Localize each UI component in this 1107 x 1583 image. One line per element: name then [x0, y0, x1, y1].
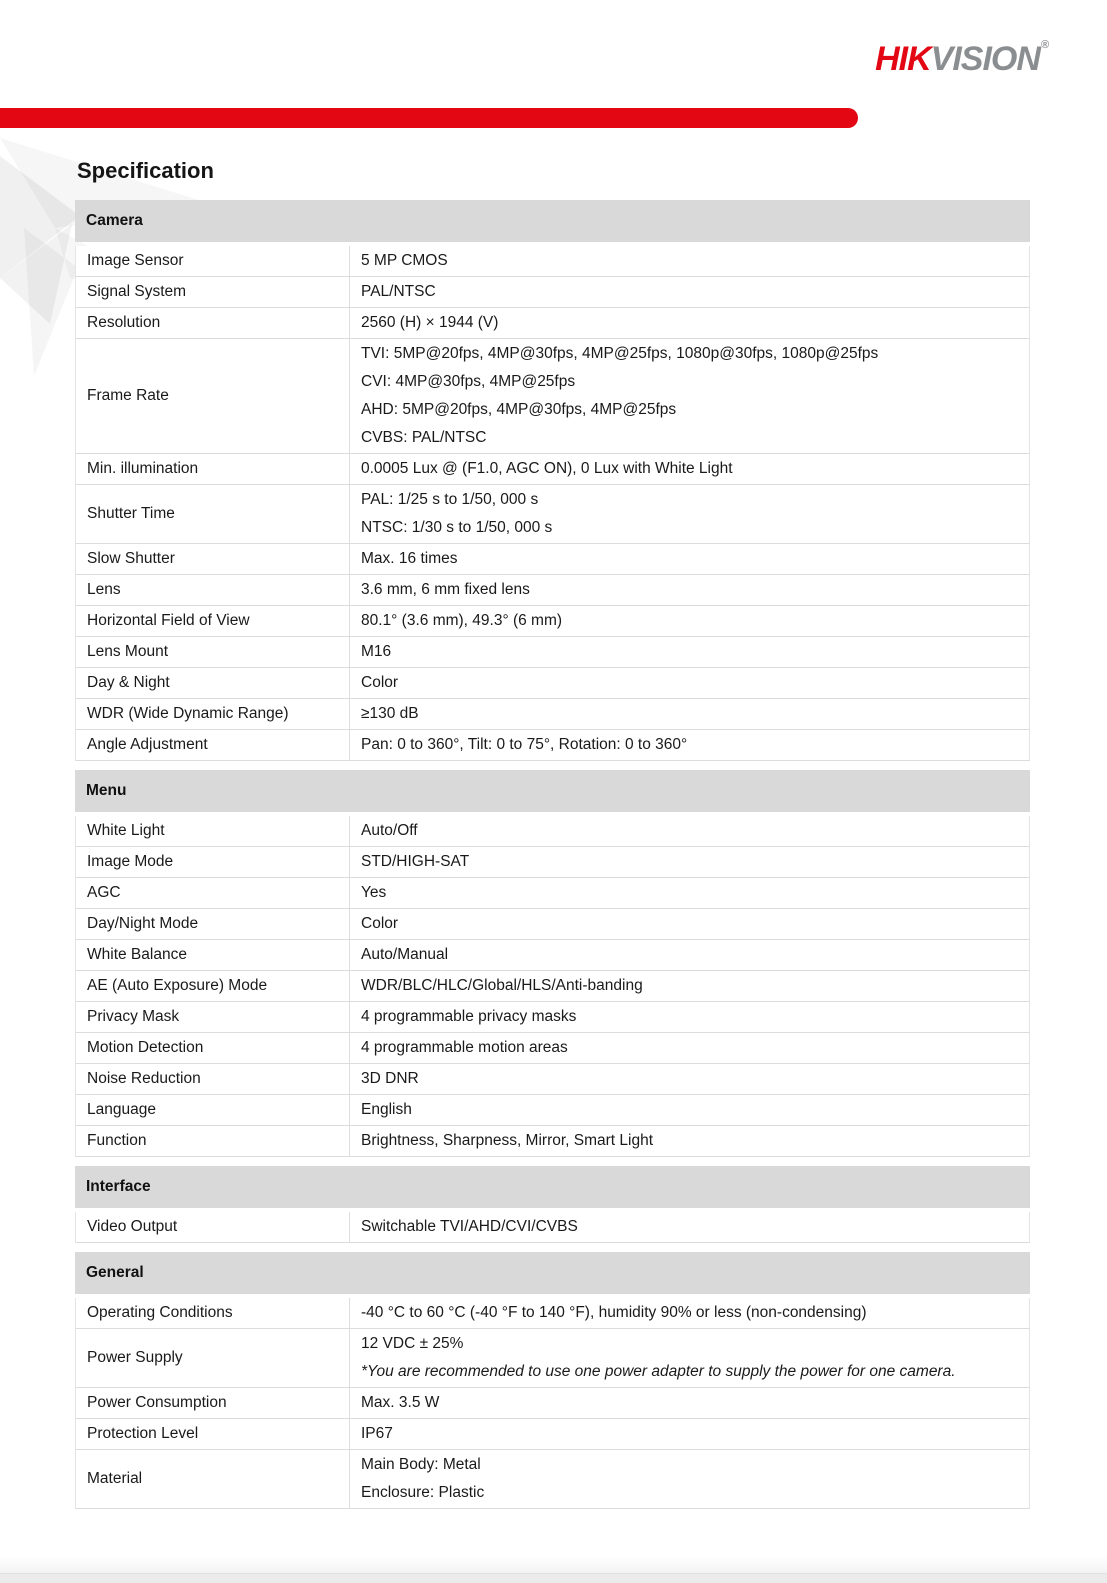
footer-fade	[0, 1556, 1107, 1574]
spec-value-line: NTSC: 1/30 s to 1/50, 000 s	[361, 519, 553, 536]
spec-value-line: IP67	[361, 1425, 393, 1442]
spec-label-text: Slow Shutter	[87, 550, 175, 567]
spec-value	[349, 1095, 1029, 1125]
page-title: Specification	[77, 158, 214, 183]
spec-value-line: TVI: 5MP@20fps, 4MP@30fps, 4MP@25fps, 1080p@30fps, 1080p@25fps	[361, 345, 879, 362]
spec-label	[76, 1388, 349, 1418]
spec-label-text: AGC	[87, 884, 121, 901]
spec-label	[76, 668, 349, 698]
spec-label	[76, 878, 349, 908]
spec-value	[349, 1002, 1029, 1032]
table-row	[75, 878, 1030, 909]
spec-value-line: PAL/NTSC	[361, 283, 436, 300]
spec-value-line: English	[361, 1101, 412, 1118]
spec-label	[76, 1450, 349, 1508]
spec-label-text: Privacy Mask	[87, 1008, 180, 1025]
spec-value-line: AHD: 5MP@20fps, 4MP@30fps, 4MP@25fps	[361, 401, 677, 418]
spec-value-line: 80.1° (3.6 mm), 49.3° (6 mm)	[361, 612, 563, 629]
table-row	[75, 1419, 1030, 1450]
spec-label-text: Frame Rate	[87, 387, 169, 404]
spec-value	[349, 1126, 1029, 1156]
spec-value	[349, 1033, 1029, 1063]
table-row	[75, 1298, 1030, 1329]
spec-label-text: Image Mode	[87, 853, 174, 870]
spec-value	[349, 1450, 1029, 1508]
spec-value	[349, 668, 1029, 698]
spec-value	[349, 246, 1029, 276]
section-title: Interface	[86, 1178, 151, 1195]
spec-label	[76, 1298, 349, 1328]
table-row	[75, 277, 1030, 308]
spec-label-text: Video Output	[87, 1218, 178, 1235]
spec-value-line: Max. 16 times	[361, 550, 458, 567]
table-row	[75, 1095, 1030, 1126]
spec-value	[349, 308, 1029, 338]
spec-label	[76, 1064, 349, 1094]
spec-value	[349, 454, 1029, 484]
spec-value	[349, 730, 1029, 760]
spec-value-line: 2560 (H) × 1944 (V)	[361, 314, 499, 331]
spec-label	[76, 544, 349, 574]
logo-vision-text: VISION	[930, 40, 1040, 78]
spec-label-text: Signal System	[87, 283, 187, 300]
spec-label-text: Lens	[87, 581, 121, 598]
table-row	[75, 1450, 1030, 1509]
spec-label	[76, 575, 349, 605]
table-row	[75, 606, 1030, 637]
spec-value-line: 3.6 mm, 6 mm fixed lens	[361, 581, 530, 598]
spec-value-line: -40 °C to 60 °C (-40 °F to 140 °F), humidity 90% or less (non-condensing)	[361, 1304, 867, 1321]
spec-label	[76, 454, 349, 484]
spec-label-text: Min. illumination	[87, 460, 199, 477]
spec-label-text: Language	[87, 1101, 156, 1118]
table-row	[75, 1388, 1030, 1419]
spec-label-text: Day/Night Mode	[87, 915, 199, 932]
table-row	[75, 575, 1030, 606]
spec-label-text: Horizontal Field of View	[87, 612, 250, 629]
spec-label	[76, 940, 349, 970]
spec-value-line: 4 programmable privacy masks	[361, 1008, 577, 1025]
spec-label-text: AE (Auto Exposure) Mode	[87, 977, 268, 994]
spec-value-line: Auto/Manual	[361, 946, 449, 963]
spec-value	[349, 339, 1029, 453]
spec-value-line: Max. 3.5 W	[361, 1394, 440, 1411]
spec-label-text: White Light	[87, 822, 165, 839]
spec-value	[349, 878, 1029, 908]
spec-value	[349, 1329, 1029, 1387]
table-row	[75, 637, 1030, 668]
spec-value	[349, 544, 1029, 574]
spec-label-text: Shutter Time	[87, 505, 175, 522]
spec-label	[76, 1095, 349, 1125]
spec-label-text: Power Consumption	[87, 1394, 227, 1411]
table-row	[75, 816, 1030, 847]
spec-value	[349, 847, 1029, 877]
spec-label-text: Material	[87, 1470, 143, 1487]
section-header-menu	[75, 770, 1030, 812]
spec-label-text: Resolution	[87, 314, 161, 331]
spec-label	[76, 971, 349, 1001]
spec-value	[349, 971, 1029, 1001]
spec-label	[76, 637, 349, 667]
table-row	[75, 1002, 1030, 1033]
spec-label-text: Motion Detection	[87, 1039, 204, 1056]
spec-value-line: *You are recommended to use one power adapter to supply the power for one camera.	[361, 1363, 956, 1380]
spec-label-text: Image Sensor	[87, 252, 184, 269]
spec-value-line: Pan: 0 to 360°, Tilt: 0 to 75°, Rotation: 0 to 360°	[361, 736, 688, 753]
spec-label-text: White Balance	[87, 946, 187, 963]
spec-value-line: Brightness, Sharpness, Mirror, Smart Light	[361, 1132, 654, 1149]
spec-value-line: CVI: 4MP@30fps, 4MP@25fps	[361, 373, 576, 390]
table-row	[75, 308, 1030, 339]
spec-value	[349, 1388, 1029, 1418]
spec-label-text: Protection Level	[87, 1425, 199, 1442]
table-row	[75, 971, 1030, 1002]
spec-value-line: 12 VDC ± 25%	[361, 1335, 464, 1352]
hikvision-logo	[875, 40, 1049, 76]
spec-label	[76, 1212, 349, 1242]
section-header-camera	[75, 200, 1030, 242]
table-row	[75, 847, 1030, 878]
section-header-interface	[75, 1166, 1030, 1208]
spec-label	[76, 1002, 349, 1032]
spec-label	[76, 246, 349, 276]
spec-value	[349, 816, 1029, 846]
spec-value-line: PAL: 1/25 s to 1/50, 000 s	[361, 491, 539, 508]
table-row	[75, 454, 1030, 485]
spec-label	[76, 308, 349, 338]
table-row	[75, 544, 1030, 575]
spec-value	[349, 1064, 1029, 1094]
spec-label	[76, 339, 349, 453]
spec-value-line: Enclosure: Plastic	[361, 1484, 485, 1501]
spec-value	[349, 699, 1029, 729]
logo-hik-text: HIK	[875, 40, 931, 78]
spec-value-line: ≥130 dB	[361, 705, 419, 722]
spec-label-text: Angle Adjustment	[87, 736, 208, 753]
spec-value	[349, 485, 1029, 543]
spec-value	[349, 1212, 1029, 1242]
content-area	[75, 158, 1030, 1509]
table-row	[75, 909, 1030, 940]
spec-value-line: 3D DNR	[361, 1070, 419, 1087]
spec-value	[349, 940, 1029, 970]
section-title: Camera	[86, 212, 143, 229]
spec-label	[76, 1033, 349, 1063]
spec-label-text: Function	[87, 1132, 147, 1149]
spec-label	[76, 1126, 349, 1156]
spec-value	[349, 277, 1029, 307]
spec-label	[76, 1419, 349, 1449]
table-row	[75, 1212, 1030, 1243]
table-row	[75, 730, 1030, 761]
spec-value-line: Switchable TVI/AHD/CVI/CVBS	[361, 1218, 578, 1235]
spec-value-line: 4 programmable motion areas	[361, 1039, 568, 1056]
spec-label	[76, 816, 349, 846]
spec-value-line: M16	[361, 643, 392, 660]
spec-value	[349, 606, 1029, 636]
spec-value-line: 0.0005 Lux @ (F1.0, AGC ON), 0 Lux with White Light	[361, 460, 733, 477]
spec-label	[76, 909, 349, 939]
brand-red-bar	[0, 108, 858, 128]
table-row	[75, 1064, 1030, 1095]
table-row	[75, 1329, 1030, 1388]
section-title: General	[86, 1264, 144, 1281]
spec-label	[76, 847, 349, 877]
table-row	[75, 1126, 1030, 1157]
spec-label	[76, 277, 349, 307]
table-row	[75, 668, 1030, 699]
spec-value	[349, 637, 1029, 667]
section-title: Menu	[86, 782, 127, 799]
spec-label-text: Power Supply	[87, 1349, 183, 1366]
table-row	[75, 1033, 1030, 1064]
registered-trademark-icon: ®	[1040, 39, 1049, 51]
spec-value	[349, 1298, 1029, 1328]
footer-strip	[0, 1573, 1107, 1583]
spec-label-text: Lens Mount	[87, 643, 168, 660]
spec-value-line: Yes	[361, 884, 387, 901]
table-row	[75, 940, 1030, 971]
table-row	[75, 485, 1030, 544]
spec-value	[349, 909, 1029, 939]
spec-value	[349, 575, 1029, 605]
spec-value-line: Color	[361, 674, 399, 691]
spec-value-line: Color	[361, 915, 399, 932]
spec-value-line: Auto/Off	[361, 822, 418, 839]
spec-label	[76, 699, 349, 729]
spec-value	[349, 1419, 1029, 1449]
table-row	[75, 699, 1030, 730]
spec-value-line: 5 MP CMOS	[361, 252, 448, 269]
spec-label-text: WDR (Wide Dynamic Range)	[87, 705, 289, 722]
specification-table	[75, 200, 1030, 1509]
table-row	[75, 246, 1030, 277]
spec-label	[76, 730, 349, 760]
spec-label-text: Noise Reduction	[87, 1070, 201, 1087]
spec-label-text: Operating Conditions	[87, 1304, 233, 1321]
spec-value-line: Main Body: Metal	[361, 1456, 481, 1473]
spec-label	[76, 485, 349, 543]
spec-value-line: CVBS: PAL/NTSC	[361, 429, 487, 446]
table-row	[75, 339, 1030, 454]
spec-label-text: Day & Night	[87, 674, 170, 691]
spec-label	[76, 1329, 349, 1387]
spec-label	[76, 606, 349, 636]
section-header-general	[75, 1252, 1030, 1294]
spec-value-line: WDR/BLC/HLC/Global/HLS/Anti-banding	[361, 977, 643, 994]
spec-value-line: STD/HIGH-SAT	[361, 853, 470, 870]
